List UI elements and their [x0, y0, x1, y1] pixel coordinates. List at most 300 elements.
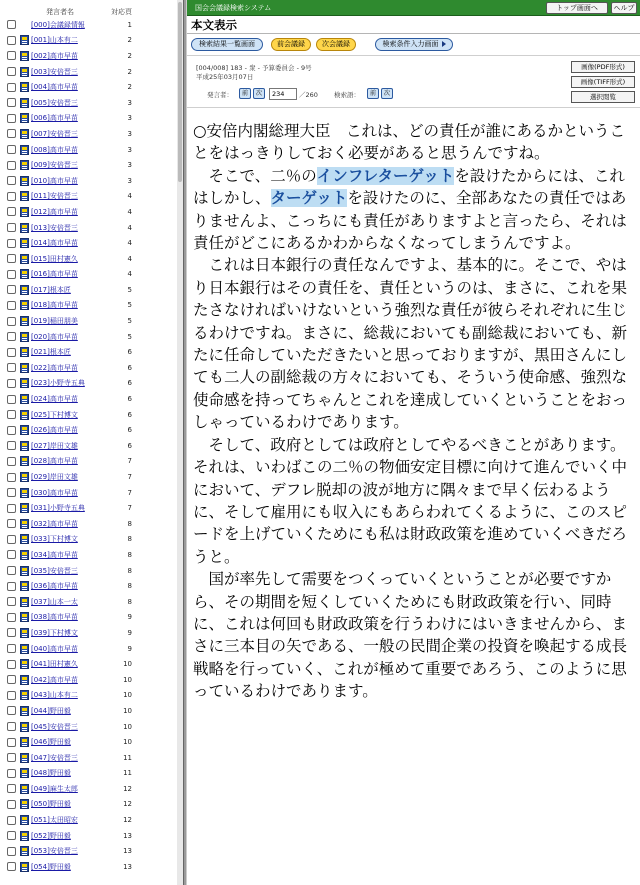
speaker-name-link[interactable]: [051]太田昭宏 [31, 816, 78, 825]
speaker-row[interactable] [0, 719, 183, 735]
speaker-document-icon[interactable] [20, 503, 29, 513]
speaker-row[interactable] [0, 843, 183, 859]
speaker-name-link[interactable]: [052]野田毅 [31, 831, 71, 840]
speaker-checkbox[interactable] [7, 691, 16, 700]
speaker-page-number: 4 [127, 192, 132, 201]
speaker-document-icon[interactable] [20, 488, 29, 498]
speaker-page-number: 2 [127, 51, 132, 60]
select-view-button[interactable]: 選択閲覧 [571, 91, 635, 103]
speaker-row[interactable] [0, 422, 183, 438]
speaker-page-number: 8 [127, 597, 132, 606]
speaker-document-icon[interactable] [20, 238, 29, 248]
app-title: 国会会議録検索システム [195, 4, 272, 12]
speaker-row[interactable] [0, 500, 183, 516]
speaker-row[interactable] [0, 532, 183, 548]
speaker-checkbox[interactable] [7, 363, 16, 372]
speaker-page-number: 3 [127, 98, 132, 107]
speaker-row[interactable] [0, 750, 183, 766]
speaker-row[interactable] [0, 578, 183, 594]
speech-text [193, 120, 636, 703]
speaker-name-link[interactable]: [037]山本一太 [31, 597, 78, 606]
speaker-name-link[interactable]: [015]田村憲久 [31, 254, 78, 263]
speaker-row[interactable] [0, 672, 183, 688]
speaker-document-icon[interactable] [20, 799, 29, 809]
speaker-row[interactable] [0, 688, 183, 704]
speaker-document-icon[interactable] [20, 737, 29, 747]
speaker-name-link[interactable]: [035]安倍晋三 [31, 566, 78, 575]
speaker-document-icon[interactable] [20, 223, 29, 233]
speaker-name-link[interactable]: [043]山本有二 [31, 691, 78, 700]
speaker-name-link[interactable]: [001]山本有二 [31, 36, 78, 45]
speech-paragraph: 国が率先して需要をつくっていくということが必要ですから、その期間を短くしていくためにも財政政策を行い、同時に、これは何回も財政政策を行うわけにはいきませんから、まさに三本目の矢である、一般の民間企業の投資を喚起する成長戦略を行っていく、これが極めて重要であろう、このように思っているわけであります。 [193, 570, 628, 701]
speaker-name-link[interactable]: [022]高市早苗 [31, 363, 78, 372]
search-prev-button[interactable]: 前 [367, 88, 379, 99]
speaker-document-icon[interactable] [20, 722, 29, 732]
speaker-checkbox[interactable] [7, 519, 16, 528]
speaker-name-link[interactable]: [041]田村憲久 [31, 660, 78, 669]
speaker-document-icon[interactable] [20, 612, 29, 622]
speaker-row[interactable] [0, 235, 183, 251]
speaker-checkbox[interactable] [7, 582, 16, 591]
speaker-row[interactable] [0, 594, 183, 610]
speaker-name-link[interactable]: [005]安倍晋三 [31, 98, 78, 107]
speaker-page-number: 8 [127, 566, 132, 575]
speaker-row[interactable] [0, 610, 183, 626]
speaker-page-number: 6 [127, 410, 132, 419]
speaker-page-number: 4 [127, 239, 132, 248]
speaker-checkbox[interactable] [7, 457, 16, 466]
speaker-row[interactable] [0, 17, 183, 33]
speaker-checkbox[interactable] [7, 332, 16, 341]
speaker-page-number: 8 [127, 535, 132, 544]
speaker-name-link[interactable]: [048]野田毅 [31, 769, 71, 778]
speaker-row[interactable] [0, 142, 183, 158]
speaker-page-number: 13 [123, 847, 132, 856]
speaker-checkbox[interactable] [7, 239, 16, 248]
speaker-document-icon[interactable] [20, 347, 29, 357]
speaker-name-link[interactable]: [012]高市早苗 [31, 207, 78, 216]
speaker-name-link[interactable]: [040]高市早苗 [31, 644, 78, 653]
header-speaker-name: 発言者名 [46, 8, 74, 16]
speaker-document-icon[interactable] [20, 690, 29, 700]
speaker-checkbox[interactable] [7, 426, 16, 435]
speaker-page-number: 10 [123, 706, 132, 715]
left-scrollbar-thumb[interactable] [178, 2, 182, 182]
speaker-row[interactable] [0, 376, 183, 392]
speaker-document-icon[interactable] [20, 113, 29, 123]
speaker-page-number: 2 [127, 83, 132, 92]
speaker-checkbox[interactable] [7, 285, 16, 294]
speaker-checkbox[interactable] [7, 207, 16, 216]
speaker-row[interactable] [0, 95, 183, 111]
speaker-name-link[interactable]: [016]高市早苗 [31, 270, 78, 279]
speaker-document-icon[interactable] [20, 628, 29, 638]
speaker-name-link[interactable]: [034]高市早苗 [31, 550, 78, 559]
speaker-document-icon[interactable] [20, 82, 29, 92]
speaker-document-icon[interactable] [20, 285, 29, 295]
speaker-document-icon[interactable] [20, 597, 29, 607]
speaker-row[interactable] [0, 298, 183, 314]
speaker-name-link[interactable]: [045]安倍晋三 [31, 722, 78, 731]
speaker-page-number: 4 [127, 223, 132, 232]
speaker-page-number: 10 [123, 660, 132, 669]
speaker-name-link[interactable]: [011]安倍晋三 [31, 192, 78, 201]
prev-record-button[interactable] [271, 38, 311, 51]
speaker-name-link[interactable]: [021]根本匠 [31, 348, 71, 357]
speaker-row[interactable] [0, 407, 183, 423]
speaker-name-link[interactable]: [038]高市早苗 [31, 613, 78, 622]
speaker-name-link[interactable]: [019]稲田朋美 [31, 317, 78, 326]
speaker-page-number: 7 [127, 488, 132, 497]
header-page: 対応頁 [111, 8, 132, 16]
speaker-checkbox[interactable] [7, 550, 16, 559]
speaker-checkbox[interactable] [7, 816, 16, 825]
speaker-name-link[interactable]: [010]高市早苗 [31, 176, 78, 185]
app-topbar [187, 0, 640, 16]
speaker-page-number: 5 [127, 285, 132, 294]
help-button[interactable]: ヘルプ [611, 2, 637, 14]
speaker-checkbox[interactable] [7, 784, 16, 793]
speaker-name-link[interactable]: [026]高市早苗 [31, 426, 78, 435]
speaker-row[interactable] [0, 329, 183, 345]
image-tiff-button[interactable]: 画像(TIFF形式) [571, 76, 635, 88]
speaker-row[interactable] [0, 828, 183, 844]
speaker-page-number: 10 [123, 675, 132, 684]
speaker-document-icon[interactable] [20, 706, 29, 716]
speaker-checkbox[interactable] [7, 176, 16, 185]
speaker-name-link[interactable]: [024]高市早苗 [31, 395, 78, 404]
speaker-row[interactable] [0, 547, 183, 563]
speaker-checkbox[interactable] [7, 51, 16, 60]
speaker-page-number: 7 [127, 473, 132, 482]
speaker-checkbox[interactable] [7, 114, 16, 123]
page-number-input[interactable] [269, 88, 297, 100]
speaker-page-number: 13 [123, 831, 132, 840]
speaker-checkbox[interactable] [7, 254, 16, 263]
speaker-name-link[interactable]: [007]安倍晋三 [31, 129, 78, 138]
speaker-document-icon[interactable] [20, 472, 29, 482]
speaker-document-icon[interactable] [20, 456, 29, 466]
speaker-row[interactable] [0, 812, 183, 828]
speaker-name-link[interactable]: [023]小野寺五典 [31, 379, 85, 388]
speaker-row[interactable] [0, 313, 183, 329]
speaker-page-number: 8 [127, 582, 132, 591]
speaker-checkbox[interactable] [7, 535, 16, 544]
image-pdf-button[interactable]: 画像(PDF形式) [571, 61, 635, 73]
speaker-name-link[interactable]: [053]安倍晋三 [31, 847, 78, 856]
speaker-checkbox[interactable] [7, 628, 16, 637]
speaker-checkbox[interactable] [7, 129, 16, 138]
speaker-document-icon[interactable] [20, 768, 29, 778]
speaker-name-link[interactable]: [020]高市早苗 [31, 332, 78, 341]
speaker-document-icon[interactable] [20, 394, 29, 404]
speech-text-segment: そこで、二％の [208, 166, 317, 185]
speaker-row[interactable] [0, 111, 183, 127]
speaker-page-number: 4 [127, 254, 132, 263]
search-results-label: 検索結果一覧画面 [199, 40, 255, 48]
speaker-checkbox[interactable] [7, 722, 16, 731]
speaker-name-link[interactable]: [003]安倍晋三 [31, 67, 78, 76]
speaker-checkbox[interactable] [7, 800, 16, 809]
speaker-page-number: 10 [123, 691, 132, 700]
speaker-document-icon[interactable] [20, 566, 29, 576]
meeting-info: [004/008] 183 - 衆 - 予算委員会 - 9号 [196, 64, 312, 72]
speaker-page-number: 4 [127, 207, 132, 216]
speaker-document-icon[interactable] [20, 176, 29, 186]
speaker-page-number: 6 [127, 395, 132, 404]
speaker-page-number: 6 [127, 426, 132, 435]
speaker-row[interactable] [0, 485, 183, 501]
speaker-document-icon[interactable] [20, 51, 29, 61]
speaker-row[interactable] [0, 797, 183, 813]
speaker-document-icon[interactable] [20, 815, 29, 825]
speaker-checkbox[interactable] [7, 847, 16, 856]
speaker-name-link[interactable]: [054]野田毅 [31, 862, 71, 871]
speaker-row[interactable] [0, 563, 183, 579]
speaker-row[interactable] [0, 267, 183, 283]
search-conditions-button[interactable] [375, 38, 453, 51]
speaker-page-number: 5 [127, 332, 132, 341]
speech-paragraph: ○安倍内閣総理大臣 これは、どの責任が誰にあるかということをはっきりしておく必要があると思うんですね。 [193, 122, 626, 163]
search-term-nav-label: 検索語： [334, 91, 360, 99]
speaker-checkbox[interactable] [7, 395, 16, 404]
speaker-document-icon[interactable] [20, 831, 29, 841]
speaker-document-icon[interactable] [20, 378, 29, 388]
speaker-name-link[interactable]: [036]高市早苗 [31, 582, 78, 591]
speaker-page-number: 5 [127, 301, 132, 310]
speaker-row[interactable] [0, 438, 183, 454]
speaker-checkbox[interactable] [7, 192, 16, 201]
speaker-checkbox[interactable] [7, 597, 16, 606]
speech-paragraph: これは日本銀行の責任なんですよ、基本的に。そこで、やはり日本銀行はその責任を、責任というのは、まさに、これを果たさなければいけないという強烈な責任が彼らそれぞれに生じるわけですね。まさに、総裁においても副総裁においても、新たに任命していただきたいと思っておりますが、黒田さんにしても二人の副総裁の方々においても、そういう使命感、強烈な使命感を持ってちゃんとこれを達成していくということをおっしゃっているわけであります。 [193, 256, 628, 432]
speaker-checkbox[interactable] [7, 83, 16, 92]
page-title: 本文表示 [191, 18, 237, 32]
speaker-row[interactable] [0, 204, 183, 220]
speaker-list-header [0, 5, 183, 17]
speaker-name-link[interactable]: [006]高市早苗 [31, 114, 78, 123]
speaker-checkbox[interactable] [7, 317, 16, 326]
speaker-checkbox[interactable] [7, 223, 16, 232]
speaker-row[interactable] [0, 173, 183, 189]
speaker-name-link[interactable]: [002]高市早苗 [31, 51, 78, 60]
speaker-checkbox[interactable] [7, 36, 16, 45]
speaker-checkbox[interactable] [7, 348, 16, 357]
speaker-list-frame [0, 0, 183, 885]
speaker-name-link[interactable]: [032]高市早苗 [31, 519, 78, 528]
speaker-row[interactable] [0, 126, 183, 142]
speaker-checkbox[interactable] [7, 20, 16, 29]
speaker-page-number: 11 [123, 769, 132, 778]
speaker-row[interactable] [0, 734, 183, 750]
speaker-row[interactable] [0, 48, 183, 64]
next-record-button[interactable] [316, 38, 356, 51]
speaker-document-icon[interactable] [20, 269, 29, 279]
speaker-document-icon[interactable] [20, 644, 29, 654]
speaker-row[interactable] [0, 79, 183, 95]
speaker-page-number: 9 [127, 644, 132, 653]
speaker-next-button[interactable]: 次 [253, 88, 265, 99]
speaker-nav-label: 発言者： [207, 91, 233, 99]
speaker-document-icon[interactable] [20, 581, 29, 591]
speaker-document-icon[interactable] [20, 129, 29, 139]
speaker-row[interactable] [0, 859, 183, 875]
speaker-checkbox[interactable] [7, 301, 16, 310]
speaker-name-link[interactable]: [030]高市早苗 [31, 488, 78, 497]
prev-record-label: 前会議録 [277, 40, 305, 48]
speaker-row[interactable] [0, 189, 183, 205]
speaker-document-icon[interactable] [20, 300, 29, 310]
speaker-name-link[interactable]: [049]麻生太郎 [31, 784, 78, 793]
speaker-document-icon[interactable] [20, 410, 29, 420]
speaker-document-icon[interactable] [20, 191, 29, 201]
speaker-name-link[interactable]: [025]下村博文 [31, 410, 78, 419]
speaker-document-icon[interactable] [20, 35, 29, 45]
speaker-name-link[interactable]: [031]小野寺五典 [31, 504, 85, 513]
speaker-row[interactable] [0, 282, 183, 298]
speaker-page-number: 9 [127, 628, 132, 637]
search-results-button[interactable] [191, 38, 263, 51]
speaker-row[interactable] [0, 64, 183, 80]
speaker-document-icon[interactable] [20, 363, 29, 373]
speaker-document-icon[interactable] [20, 550, 29, 560]
speaker-name-link[interactable]: [004]高市早苗 [31, 83, 78, 92]
speaker-prev-button[interactable]: 前 [239, 88, 251, 99]
speaker-document-icon[interactable] [20, 441, 29, 451]
divider [187, 55, 640, 56]
speaker-document-icon[interactable] [20, 207, 29, 217]
speaker-checkbox[interactable] [7, 67, 16, 76]
speaker-page-number: 1 [127, 20, 132, 29]
speaker-checkbox[interactable] [7, 473, 16, 482]
speech-paragraph [193, 165, 636, 255]
speaker-document-icon[interactable] [20, 534, 29, 544]
speaker-row[interactable] [0, 469, 183, 485]
speaker-checkbox[interactable] [7, 753, 16, 762]
speaker-document-icon[interactable] [20, 519, 29, 529]
speaker-name-link[interactable]: [014]高市早苗 [31, 239, 78, 248]
speaker-document-icon[interactable] [20, 254, 29, 264]
speaker-row[interactable] [0, 766, 183, 782]
speaker-row[interactable] [0, 625, 183, 641]
speaker-checkbox[interactable] [7, 488, 16, 497]
speaker-checkbox[interactable] [7, 566, 16, 575]
speaker-checkbox[interactable] [7, 410, 16, 419]
speaker-row[interactable] [0, 703, 183, 719]
speaker-page-number: 3 [127, 176, 132, 185]
speaker-page-number: 3 [127, 161, 132, 170]
speaker-checkbox[interactable] [7, 441, 16, 450]
speaker-row[interactable] [0, 641, 183, 657]
speaker-checkbox[interactable] [7, 161, 16, 170]
speaker-document-icon[interactable] [20, 160, 29, 170]
speaker-row[interactable] [0, 344, 183, 360]
speaker-checkbox[interactable] [7, 379, 16, 388]
speaker-row[interactable] [0, 220, 183, 236]
speaker-checkbox[interactable] [7, 270, 16, 279]
speaker-checkbox[interactable] [7, 504, 16, 513]
speaker-checkbox[interactable] [7, 145, 16, 154]
speaker-checkbox[interactable] [7, 862, 16, 871]
speaker-name-link[interactable]: [017]根本匠 [31, 285, 71, 294]
speaker-page-number: 6 [127, 348, 132, 357]
speaker-name-link[interactable]: [028]高市早苗 [31, 457, 78, 466]
speaker-row[interactable] [0, 33, 183, 49]
speaker-name-link[interactable]: [009]安倍晋三 [31, 161, 78, 170]
speaker-page-number: 6 [127, 363, 132, 372]
speaker-name-link[interactable]: [044]野田毅 [31, 706, 71, 715]
speaker-name-link[interactable]: [047]安倍晋三 [31, 753, 78, 762]
speaker-row[interactable] [0, 157, 183, 173]
speaker-document-icon[interactable] [20, 753, 29, 763]
speaker-page-number: 9 [127, 613, 132, 622]
speaker-checkbox[interactable] [7, 98, 16, 107]
speaker-checkbox[interactable] [7, 738, 16, 747]
search-next-button[interactable]: 次 [381, 88, 393, 99]
speaker-page-number: 7 [127, 504, 132, 513]
speaker-page-number: 2 [127, 36, 132, 45]
speaker-page-number: 8 [127, 519, 132, 528]
next-record-label: 次会議録 [322, 40, 350, 48]
speaker-checkbox[interactable] [7, 769, 16, 778]
speaker-row[interactable] [0, 516, 183, 532]
speaker-document-icon[interactable] [20, 145, 29, 155]
speaker-name-link[interactable]: [018]高市早苗 [31, 301, 78, 310]
speaker-name-link[interactable]: [033]下村博文 [31, 535, 78, 544]
speaker-name-link[interactable]: [008]高市早苗 [31, 145, 78, 154]
speaker-document-icon[interactable] [20, 67, 29, 77]
speaker-document-icon[interactable] [20, 846, 29, 856]
speaker-page-number: 5 [127, 317, 132, 326]
speaker-checkbox[interactable] [7, 675, 16, 684]
speaker-checkbox[interactable] [7, 660, 16, 669]
speaker-name-link[interactable]: [000]会議録情報 [31, 20, 85, 29]
speaker-checkbox[interactable] [7, 613, 16, 622]
speaker-row[interactable] [0, 656, 183, 672]
speaker-document-icon[interactable] [20, 675, 29, 685]
speaker-document-icon[interactable] [20, 862, 29, 872]
divider [187, 107, 640, 108]
speaker-row[interactable] [0, 251, 183, 267]
speaker-document-icon[interactable] [20, 784, 29, 794]
speaker-checkbox[interactable] [7, 644, 16, 653]
speaker-name-link[interactable]: [027]岸田文雄 [31, 441, 78, 450]
speaker-name-link[interactable]: [039]下村博文 [31, 628, 78, 637]
speaker-document-icon[interactable] [20, 425, 29, 435]
speaker-document-icon[interactable] [20, 98, 29, 108]
speaker-page-number: 10 [123, 722, 132, 731]
speaker-row[interactable] [0, 391, 183, 407]
speaker-checkbox[interactable] [7, 831, 16, 840]
speaker-document-icon[interactable] [20, 332, 29, 342]
speaker-row[interactable] [0, 781, 183, 797]
speaker-name-link[interactable]: [050]野田毅 [31, 800, 71, 809]
speaker-name-link[interactable]: [046]野田毅 [31, 738, 71, 747]
search-conditions-label: 検索条件入力画面 [382, 40, 439, 48]
speaker-page-number: 2 [127, 67, 132, 76]
speaker-row[interactable] [0, 454, 183, 470]
speaker-row[interactable] [0, 360, 183, 376]
speaker-name-link[interactable]: [042]高市早苗 [31, 675, 78, 684]
top-page-button[interactable]: トップ画面へ [546, 2, 608, 14]
speaker-page-number: 11 [123, 753, 132, 762]
speaker-page-number: 6 [127, 379, 132, 388]
speaker-name-link[interactable]: [013]安倍晋三 [31, 223, 78, 232]
speaker-checkbox[interactable] [7, 706, 16, 715]
speaker-document-icon[interactable] [20, 316, 29, 326]
speaker-document-icon[interactable] [20, 659, 29, 669]
divider [187, 33, 640, 34]
speaker-name-link[interactable]: [029]岸田文雄 [31, 473, 78, 482]
